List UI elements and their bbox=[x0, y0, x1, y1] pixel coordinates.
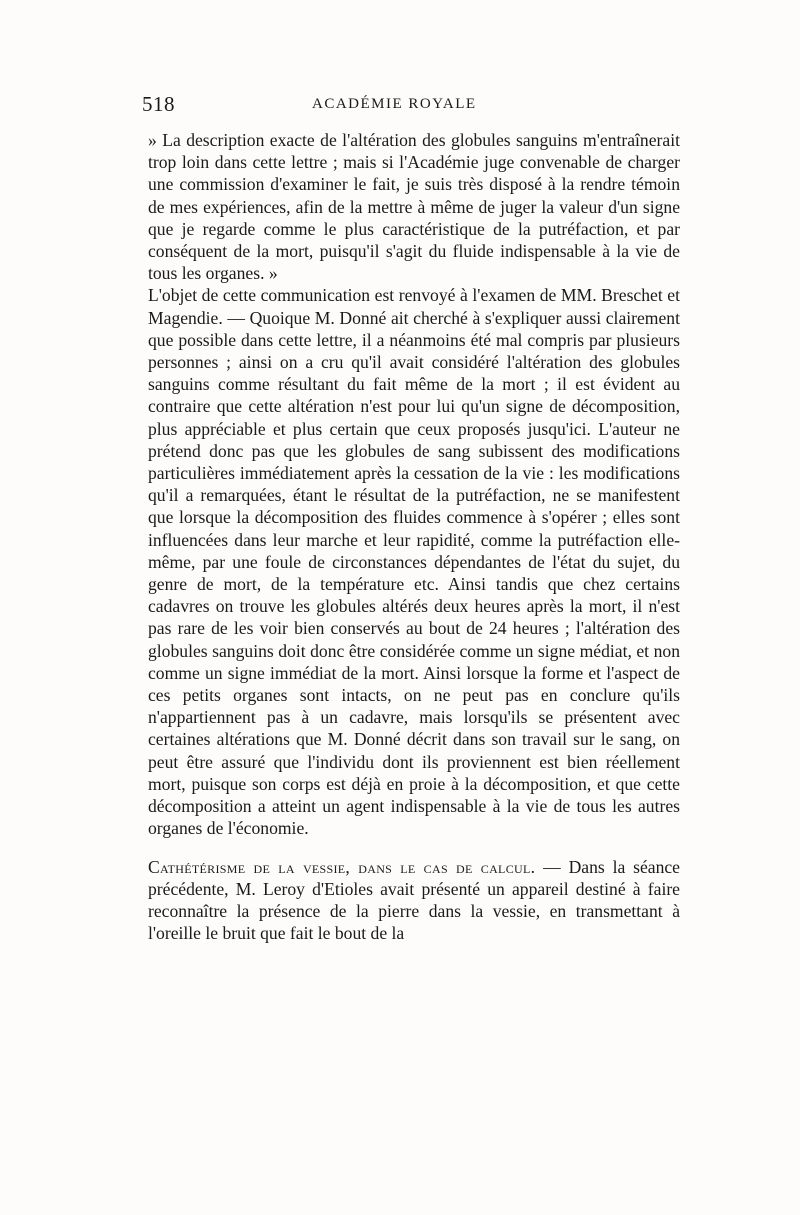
section-text: — Dans la séance précédente, M. Leroy d'Etioles avait présenté un appareil destiné à faire reconnaître la présence de la pierre dans la vessie, en transmettant à l'oreille le bruit que fait le bout de la bbox=[148, 856, 680, 944]
paragraph-commentary: L'objet de cette communication est renvoyé à l'examen de MM. Breschet et Magendie. — Quoique M. Donné ait cherché à s'expliquer aussi clairement que possible dans cette lettre, il a néanmoins été mal compris par plusieurs personnes ; ainsi on a cru qu'il avait considéré l'altération des globules sanguins comme résultant du fait même de la mort ; il est évident au contraire que cette altération n'est pour lui qu'un signe de décomposition, plus appréciable et plus certain que ceux proposés jusqu'ici. L'auteur ne prétend donc pas que les globules de sang subissent des modifications particulières immédiatement après la cessation de la vie : les modifications qu'il a remarquées, étant le résultat de la putréfaction, ne se manifestent que lorsque la décomposition des fluides commence à s'opérer ; elles sont influencées dans leur marche et leur rapidité, comme la putréfaction elle-même, par une foule de circonstances dépendantes de l'état du sujet, du genre de mort, de la température etc. Ainsi tandis que chez certains cadavres on trouve les globules altérés deux heures après la mort, il n'est pas rare de les voir bien conservés au bout de 24 heures ; l'altération des globules sanguins doit donc être considérée comme un signe médiat, et non comme un signe immédiat de la mort. Ainsi lorsque la forme et l'aspect de ces petits organes sont intacts, on ne peut pas en conclure qu'ils n'appartiennent pas à un cadavre, mais lorsqu'ils se présentent avec certaines altérations que M. Donné décrit dans son travail sur le sang, on peut être assuré que l'individu dont ils proviennent est bien réellement mort, puisque son corps est déjà en proie à la décomposition, et que cette décomposition a atteint un agent indispensable à la vie de tous les autres organes de l'économie. bbox=[148, 285, 680, 839]
section-title: Cathétérisme de la vessie, dans le cas de calcul. bbox=[148, 856, 536, 877]
page-number: 518 bbox=[142, 92, 175, 116]
paragraph-letter-quote: » La description exacte de l'altération des globules sanguins m'entraînerait trop loin dans cette lettre ; mais si l'Académie juge convenable de charger une commission d'examiner le fait, je suis très disposé à la rendre témoin de mes expériences, afin de la mettre à même de juger la valeur d'un signe que je regarde comme le plus caractéristique de la putréfaction, et par conséquent de la mort, puisqu'il s'agit du fluide indispensable à la vie de tous les organes. » bbox=[148, 130, 680, 284]
body-text bbox=[148, 129, 680, 944]
section-paragraph bbox=[148, 856, 680, 945]
running-head: ACADÉMIE ROYALE bbox=[312, 96, 477, 112]
page-header bbox=[142, 92, 682, 122]
